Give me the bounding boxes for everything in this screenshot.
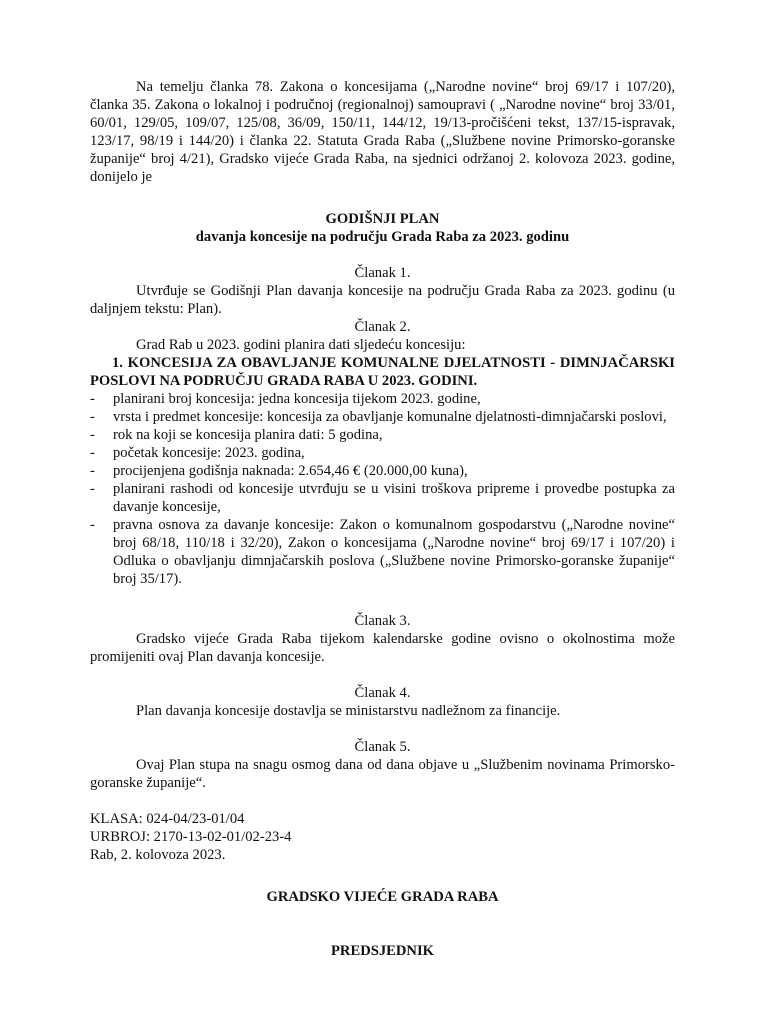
dash-bullet: - [90, 517, 95, 533]
place-date-line: Rab, 2. kolovoza 2023. [90, 847, 226, 863]
article-2-section-list [90, 354, 675, 390]
list-item-text: procijenjena godišnja naknada: 2.654,46 € (20.000,00 kuna), [113, 463, 468, 479]
list-item-text: pravna osnova za davanje koncesije: Zakon o komunalnom gospodarstvu („Narodne novine“ broj 68/18, 110/18 i 32/20), Zakon o koncesijama („Narodne novine“ broj 69/17 i 107/20) i Odluka o obavljanju dimnjačarskih poslova („Službene novine Primorsko-goranske županije“ broj 35/17). [113, 517, 675, 587]
document-body [90, 78, 675, 960]
document-subtitle: davanja koncesije na području Grada Raba za 2023. godinu [195, 229, 570, 245]
dash-bullet: - [90, 445, 95, 461]
article-4-heading: Članak 4. [354, 685, 411, 701]
preamble-paragraph: Na temelju članka 78. Zakona o koncesijama („Narodne novine“ broj 69/17 i 107/20), članka 35. Zakona o lokalnoj i područnoj (regionalnoj) samoupravi ( „Narodne novine“ broj 33/01, 60/01, 129/05, 109/07, 125/08, 36/09, 150/11, 144/12, 19/13-pročišćeni tekst, 137/15-ispravak, 123/17, 98/19 i 144/20) i članka 22. Statuta Grada Raba („Službene novine Primorsko-goranske županije“ broj 4/21), Gradsko vijeće Grada Raba, na sjednici održanoj 2. kolovoza 2023. godine, donijelo je [90, 79, 675, 185]
article-3-text: Gradsko vijeće Grada Raba tijekom kalendarske godine ovisno o okolnostima može promijeniti ovaj Plan davanja koncesije. [90, 631, 675, 665]
dash-bullet: - [90, 427, 95, 443]
list-item [90, 462, 675, 480]
article-4-text: Plan davanja koncesije dostavlja se ministarstvu nadležnom za financije. [136, 703, 561, 719]
dash-bullet: - [90, 481, 95, 497]
section-1-title [90, 354, 675, 390]
article-2-heading: Članak 2. [354, 319, 411, 335]
document-title: GODIŠNJI PLAN [325, 211, 440, 227]
signatory-body: GRADSKO VIJEĆE GRADA RABA [266, 889, 499, 905]
list-item-text: planirani rashodi od koncesije utvrđuju se u visini troškova pripreme i provedbe postupka za davanje koncesije, [113, 481, 675, 515]
dash-bullet: - [90, 391, 95, 407]
section-title-text: KONCESIJA ZA OBAVLJANJE KOMUNALNE DJELATNOSTI - DIMNJAČARSKI POSLOVI NA PODRUČJU GRADA RABA U 2023. GODINI. [90, 355, 675, 389]
list-item [90, 444, 675, 462]
list-item [90, 516, 675, 588]
list-item-text: planirani broj koncesija: jedna koncesija tijekom 2023. godine, [113, 391, 481, 407]
dash-bullet: - [90, 463, 95, 479]
urbroj-line: URBROJ: 2170-13-02-01/02-23-4 [90, 829, 292, 845]
list-item-text: rok na koji se koncesija planira dati: 5 godina, [113, 427, 383, 443]
signatory-role: PREDSJEDNIK [331, 943, 434, 959]
list-item-text: vrsta i predmet koncesije: koncesija za obavljanje komunalne djelatnosti-dimnjačarski poslovi, [113, 409, 667, 425]
list-item [90, 408, 675, 426]
dash-bullet: - [90, 409, 95, 425]
section-number: 1. [112, 355, 123, 371]
list-item [90, 426, 675, 444]
article-5-heading: Članak 5. [354, 739, 411, 755]
list-item [90, 390, 675, 408]
article-5-text: Ovaj Plan stupa na snagu osmog dana od dana objave u „Službenim novinama Primorsko-goranske županije“. [90, 757, 675, 791]
list-item [90, 480, 675, 516]
article-2-intro: Grad Rab u 2023. godini planira dati sljedeću koncesiju: [136, 337, 466, 353]
article-1-heading: Članak 1. [354, 265, 411, 281]
klasa-line: KLASA: 024-04/23-01/04 [90, 811, 245, 827]
article-3-heading: Članak 3. [354, 613, 411, 629]
list-item-text: početak koncesije: 2023. godina, [113, 445, 305, 461]
article-1-text: Utvrđuje se Godišnji Plan davanja koncesije na području Grada Raba za 2023. godinu (u daljnjem tekstu: Plan). [90, 283, 675, 317]
concession-details-list [90, 390, 675, 588]
